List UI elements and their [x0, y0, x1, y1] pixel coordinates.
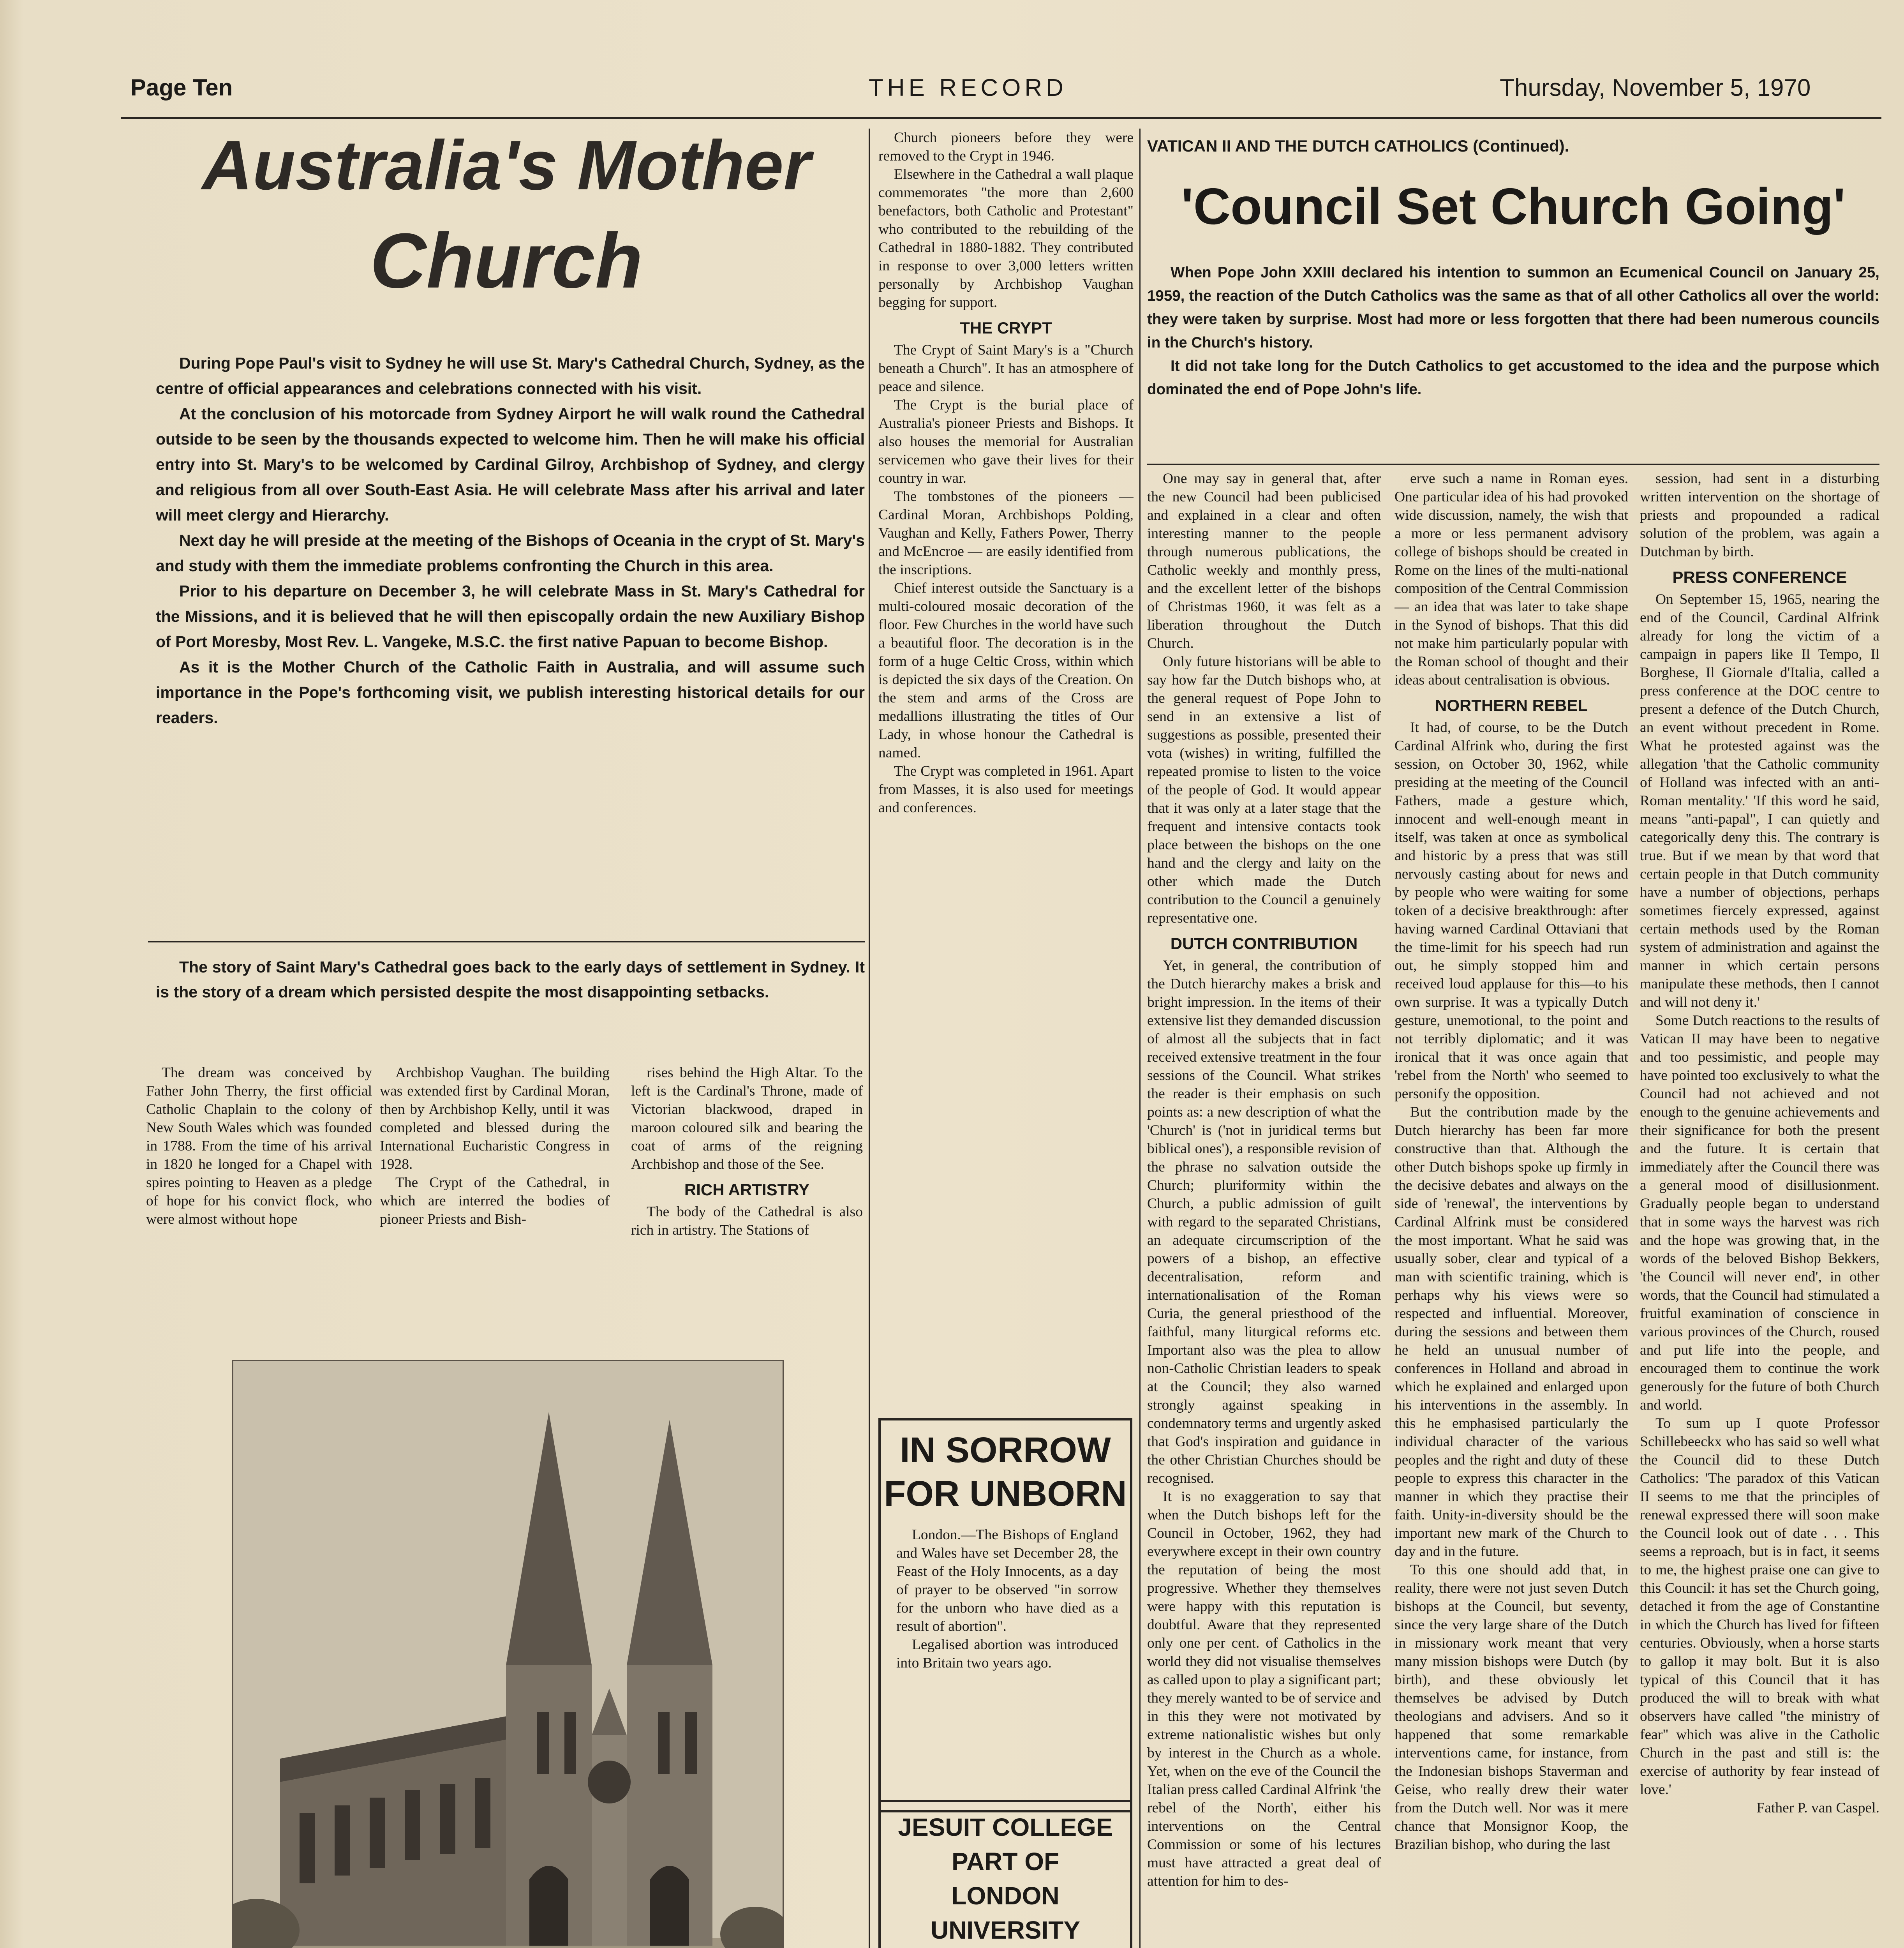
paragraph: The Crypt of the Cathedral, in which are interred the bodies of pioneer Priests and Bish-	[380, 1175, 610, 1227]
sorrow-headline-line: IN SORROW	[900, 1430, 1111, 1470]
issue-date: Thursday, November 5, 1970	[1500, 74, 1811, 101]
left-col-1-top	[146, 1064, 372, 1360]
paragraph: The Crypt was completed in 1961. Apart from Masses, it is also used for meetings and conferences.	[878, 763, 1134, 816]
paragraph: The Crypt is the burial place of Australia's pioneer Priests and Bishops. It also houses the memorial for Australian servicemen who gave their lives for their country in war.	[878, 397, 1134, 486]
paper-name: THE RECORD	[869, 74, 1067, 101]
paragraph: The tombstones of the pioneers — Cardinal Moran, Archbishops Polding, Vaughan and Kelly, Fathers Power, Therry and McEncroe — are easily identified from the inscriptions.	[878, 489, 1134, 578]
jesuit-headline-line: UNIVERSITY	[930, 1916, 1081, 1944]
subhead-the-crypt: THE CRYPT	[960, 319, 1052, 337]
deck-rule	[1147, 464, 1879, 465]
right-col-1	[1147, 469, 1381, 1948]
signature: Father P. van Caspel.	[1756, 1800, 1879, 1816]
page-number: Page Ten	[130, 74, 233, 101]
jesuit-box	[878, 1800, 1132, 1948]
intro-paragraph: During Pope Paul's visit to Sydney he will use St. Mary's Cathedral Church, Sydney, as the centre of official appearances and celebrations connected with his visit.	[156, 354, 865, 397]
right-col-3	[1640, 469, 1879, 1948]
masthead	[121, 74, 1881, 117]
paragraph: Only future historians will be able to say how far the Dutch bishops who, at the general request of Pope John to send in an extensive a list of suggestions as possible, presented their vota (wishes) in writing, fulfilled the repeated promise to listen to the voice of the people of God. It would appear that it was only at a later stage that the frequent and intensive contacts took place between the bishops on the one hand and the clergy and laity on the other which made the Dutch contribution to the Council a genuinely representative one.	[1147, 654, 1381, 926]
paragraph: London.—The Bishops of England and Wales have set December 28, the Feast of the Holy Innocents, as a day of prayer to be observed "in sorrow for the unborn who have died as a result of abortion".	[896, 1527, 1118, 1634]
subhead-rich-artistry: RICH ARTISTRY	[684, 1180, 810, 1199]
paragraph: Elsewhere in the Cathedral a wall plaque commemorates "the more than 2,600 benefactors, both Catholic and Protestant" who contributed to the rebuilding of the Cathedral in 1880-1882. They contributed in response to over 3,000 letters written personally by Archbishop Vaughan begging for support.	[878, 166, 1134, 311]
lead-paragraph: The story of Saint Mary's Cathedral goes back to the early days of settlement in Sydney. It is the story of a dream which persisted despite the most disappointing setbacks.	[156, 958, 865, 1001]
sorrow-headline-line: FOR UNBORN	[884, 1474, 1127, 1514]
paragraph: It is no exaggeration to say that when the Dutch bishops left for the Council in October, 1962, they had everywhere except in their own country the reputation of being the most progressive. Whether they themselves were happy with this reputation is doubtful. Aware that they represented only one per cent. of Catholics in the world they did not visualise themselves as called upon to play a significant part; they merely wanted to be of service and in this they were not motivated by extreme nationalistic wishes but only by interest in the Church as a whole. Yet, when on the eve of the Council the Italian press called Cardinal Alfrink 'the rebel of the North', either his interventions on the Central Commission or some of his lectures must have attracted a great deal of attention for him to des-	[1147, 1489, 1381, 1889]
paragraph: session, had sent in a disturbing written intervention on the shortage of priests and propounded a radical solution of the problem, was again a Dutchman by birth.	[1640, 471, 1879, 560]
deck-paragraph: When Pope John XXIII declared his intention to summon an Ecumenical Council on January 25, 1959, the reaction of the Dutch Catholics was the same as that of all other Catholics all over the world: they were taken by surprise. Most had more or less forgotten that there had been numerous councils in the Church's history.	[1147, 264, 1879, 351]
paragraph: One may say in general that, after the new Council had been publicised and explained in a clear and often interesting manner to the people through numerous publications, the Catholic weekly and monthly press, and the excellent letter of the bishops of Christmas 1960, it was felt as a liberation throughout the Dutch Church.	[1147, 471, 1381, 651]
jesuit-headline	[881, 1810, 1130, 1947]
paragraph: The Crypt of Saint Mary's is a "Church beneath a Church". It has an atmosphere of peace and silence.	[878, 342, 1134, 395]
subhead-northern-rebel: NORTHERN REBEL	[1435, 696, 1588, 715]
kicker: VATICAN II AND THE DUTCH CATHOLICS (Continued).	[1147, 137, 1569, 155]
intro-paragraph: At the conclusion of his motorcade from Sydney Airport he will walk round the Cathedral outside to be seen by the thousands expected to welcome him. Then he will make his official entry into St. Mary's to be welcomed by Cardinal Gilroy, Archbishop of Sydney, and clergy and religious from all over South-East Asia. He will celebrate Mass after his arrival and later will meet clergy and Hierarchy.	[156, 405, 865, 524]
paragraph: To sum up I quote Professor Schillebeeckx who has said so well what the Council did to these Dutch Catholics: 'The paradox of this Vatican II seems to me that the principles of renewal expressed there will soon make the Council look out of date . . . This seems a reproach, but is in fact, it seems to me, the highest praise one can give to this Council: it has set the Church going, detached it from the age of Constantine in which the Church has lived for fifteen centuries. Obviously, when a horse starts to gallop it may bolt. But it is also typical of this Council that it has produced the will to break with what observers have called "the ministry of fear" which was alive in the Catholic Church in the past and still is: the exercise of authority by fear instead of love.'	[1640, 1415, 1879, 1798]
sorrow-box	[878, 1418, 1132, 1812]
paragraph: erve such a name in Roman eyes. One particular idea of his had provoked wide discussion, namely, the wish that a more or less permanent advisory college of bishops should be created in Rome on the lines of the multi-national composition of the Central Commission — an idea that was later to take shape in the Synod of bishops. That this did not make him particularly popular with the Roman school of thought and their ideas about centralisation is obvious.	[1395, 471, 1628, 688]
middle-continuation	[878, 129, 1134, 1442]
paragraph: Legalised abortion was introduced into Britain two years ago.	[896, 1637, 1118, 1671]
deck-paragraph: It did not take long for the Dutch Catholics to get accustomed to the idea and the purpose which dominated the end of Pope John's life.	[1147, 358, 1879, 398]
paragraph: On September 15, 1965, nearing the end of the Council, Cardinal Alfrink already for long the victim of a campaign in papers like Il Tempo, Il Borghese, Il Giornale d'Italia, called a press conference at the DOC centre to present a defence of the Dutch Church, an event without precedent in Rome. What he protested against was the allegation 'that the Catholic community of Holland was infected with an anti-Roman mentality.' 'If this word he said, means "anti-papal", I can quietly and categorically deny this. The contrary is true. But if we mean by that word that certain people in that Dutch community have a number of objections, perhaps sometimes fiercely expressed, against certain methods used by the Roman system of administration and against the manner in which certain persons manipulate these methods, then I cannot and will not deny it.'	[1640, 591, 1879, 1010]
paragraph: It had, of course, to be the Dutch Cardinal Alfrink who, during the first session, on October 30, 1962, while presiding at the meeting of the Council Fathers, made a gesture which, innocent and well-enough meant in itself, was taken at once as symbolical and historic by a press that was still nervously casting about for news and by people who were waiting for some token of a decisive breakthrough: after having warned Cardinal Ottaviani that the time-limit for his speech had run out, he simply stopped him and received loud applause for this—to his own surprise. It was a typically Dutch gesture, unemotional, to the point and not terribly diplomatic; and it was ironical that it was once again that 'rebel from the North' who seemed to personify the opposition.	[1395, 720, 1628, 1102]
paragraph: Yet, in general, the contribution of the Dutch hierarchy makes a brisk and bright impression. In the items of their extensive list they demanded discussion of almost all the subjects that in fact received extensive treatment in the four sessions of the Council. What strikes the reader is their emphasis on such points as: a new description of what the 'Church' is ('not in juridical terms but biblical ones'), a responsible revision of the phrase no salvation outside the Church; pluriformity within the Church, a public admission of guilt with regard to the separated Christians, an adequate circumscription of the powers of a bishop, an effective decentralisation, reform and internationalisation of the Roman Curia, the general priesthood of the faithful, many liturgical reforms etc. Important also was the plea to allow non-Catholic Christian leaders to speak at the Council; they also warned strongly against speaking in condemnatory terms and urgently asked that God's inspiration and guidance in the other Christian Churches should be recognised.	[1147, 958, 1381, 1486]
column-divider	[1139, 129, 1141, 1948]
left-col-3-top	[631, 1064, 863, 1360]
paragraph: rises behind the High Altar. To the left is the Cardinal's Throne, made of Victorian blackwood, draped in maroon coloured silk and bearing the coat of arms of the reigning Archbishop and those of the See.	[631, 1065, 863, 1172]
intro-block	[156, 351, 865, 935]
sorrow-headline	[881, 1428, 1130, 1516]
intro-rule	[148, 941, 865, 942]
paragraph: Some Dutch reactions to the results of Vatican II may have been to negative and too pessimistic, and people may have pointed too exclusively to what the Council had not achieved and not enough to the genuine achievements and their significance for both the present and the future. It is certain that immediately after the Council there was a general mood of disillusionment. Gradually people began to understand that in some ways the harvest was rich and the hope was growing that, in the words of the beloved Bishop Bekkers, 'the Council will never end', in other words, that the Council had stimulated a fruitful examination of conscience in various provinces of the Church, roused and put life into the people, and encouraged them to continue the work generously for the future of both Church and world.	[1640, 1013, 1879, 1413]
right-headline: 'Council Set Church Going'	[1181, 178, 1846, 235]
paragraph: The dream was conceived by Father John Therry, the first official Catholic Chaplain to the colony of New South Wales which was founded in 1788. From the time of his arrival in 1820 he longed for a Chapel with spires pointing to Heaven as a pledge of hope for his convict flock, who were almost without hope	[146, 1065, 372, 1227]
paragraph: To this one should add that, in reality, there were not just seven Dutch bishops at the Council, but seventy, since the very large share of the Dutch in missionary work meant that very many mission bishops were Dutch (by birth), and these obviously let themselves be advised by Dutch theologians and advisers. And so it happened that some remarkable interventions came, for instance, from the Indonesian bishops Staverman and Geise, who really drew their water from the Dutch well. Nor was it mere chance that Monsignor Koop, the Brazilian bishop, who during the last	[1395, 1562, 1628, 1853]
subhead-press-conference: PRESS CONFERENCE	[1672, 568, 1847, 586]
right-deck	[1147, 261, 1879, 464]
intro-paragraph: Prior to his departure on December 3, he will celebrate Mass in St. Mary's Cathedral for the Missions, and it is believed that he will then episcopally ordain the new Auxiliary Bishop of Port Moresby, Most Rev. L. Vangeke, M.S.C. the first native Papuan to become Bishop.	[156, 582, 865, 651]
cathedral-photo	[232, 1360, 784, 1948]
jesuit-headline-line: JESUIT COLLEGE	[898, 1813, 1113, 1841]
jesuit-headline-line: LONDON	[951, 1882, 1060, 1910]
headline-line-2: Church	[370, 218, 643, 304]
jesuit-headline-line: PART OF	[951, 1847, 1060, 1876]
intro-paragraph: As it is the Mother Church of the Catholic Faith in Australia, and will assume such importance in the Pope's forthcoming visit, we publish interesting historical details for our readers.	[156, 658, 865, 727]
cathedral-illustration	[233, 1361, 783, 1948]
paragraph: Archbishop Vaughan. The building was extended first by Cardinal Moran, then by Archbishop Kelly, until it was completed and blessed during the International Eucharistic Congress in 1928.	[380, 1065, 610, 1172]
masthead-rule	[121, 117, 1881, 119]
sorrow-body	[896, 1526, 1118, 1806]
lead-block	[156, 955, 865, 1056]
left-col-2-top	[380, 1064, 610, 1360]
headline-line-1: Australia's Mother	[202, 129, 811, 203]
right-col-2	[1395, 469, 1628, 1948]
paragraph: Church pioneers before they were removed to the Crypt in 1946.	[878, 130, 1134, 164]
subhead-dutch-contribution: DUTCH CONTRIBUTION	[1170, 934, 1358, 953]
paragraph: The body of the Cathedral is also rich in artistry. The Stations of	[631, 1204, 863, 1238]
article-divider	[869, 129, 870, 1948]
intro-paragraph: Next day he will preside at the meeting of the Bishops of Oceania in the crypt of St. Mary's and study with them the immediate problems confronting the Church in this area.	[156, 531, 865, 575]
paragraph: Chief interest outside the Sanctuary is a multi-coloured mosaic decoration of the floor. Few Churches in the world have such a beautiful floor. The decoration is in the form of a huge Celtic Cross, within which is depicted the six days of the Creation. On the stem and arms of the Cross are medallions illustrating the titles of Our Lady, in whose honour the Cathedral is named.	[878, 580, 1134, 761]
paragraph: But the contribution made by the Dutch hierarchy has been far more constructive than that. Although the other Dutch bishops spoke up firmly in the decisive debates and always on the side of 'renewal', the interventions by Cardinal Alfrink must be considered the most important. What he said was usually sober, clear and typical of a man with scientific training, which is perhaps why his views were so respected and influential. Moreover, during the sessions and between them he held an unusual number of conferences in Holland and abroad in which he explained and enlarged upon his interventions in the assembly. In this he emphasised particularly the individual character of the various peoples and the right and duty of these people to express this character in the manner in which they practise their faith. Unity-in-diversity should be the important new mark of the Church to day and in the future.	[1395, 1104, 1628, 1560]
